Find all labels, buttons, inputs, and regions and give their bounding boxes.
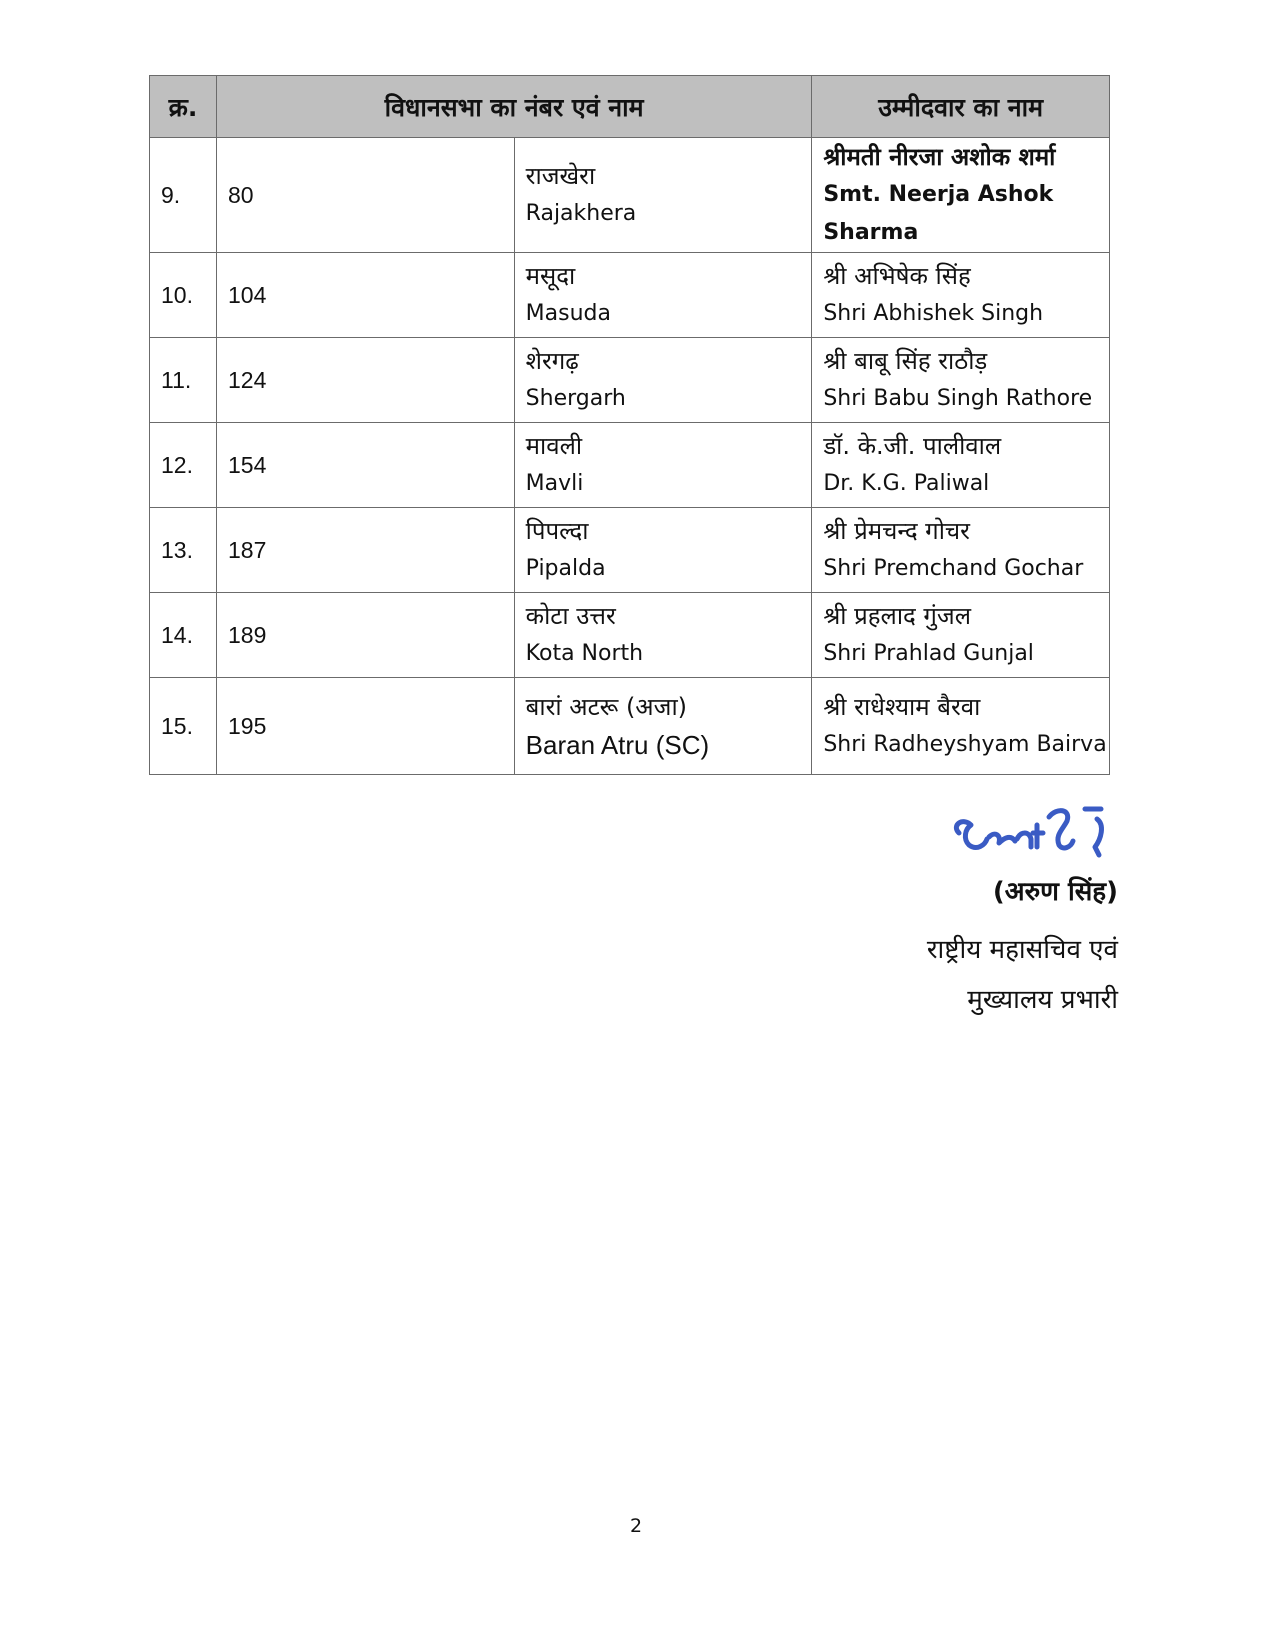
constituency-name-english: Baran Atru (SC): [525, 730, 710, 760]
signatory-name: (अरुण सिंह): [992, 877, 1118, 907]
constituency-number-cell: 189: [217, 593, 515, 678]
serial-cell: 15.: [150, 678, 217, 775]
constituency-name-hindi: मावली: [525, 432, 583, 460]
candidate-name-hindi: श्री प्रेमचन्द गोचर: [823, 517, 970, 545]
table-row: [150, 338, 1110, 423]
constituency-name-english: Kota North: [525, 641, 644, 666]
constituency-name-cell: [514, 593, 812, 678]
page-number: 2: [630, 1515, 643, 1537]
serial-cell: 10.: [150, 253, 217, 338]
constituency-name-cell: [514, 678, 812, 775]
signatory-title-line1: राष्ट्रीय महासचिव एवं: [926, 935, 1118, 965]
table-row: [150, 423, 1110, 508]
signature-icon: [945, 795, 1115, 865]
constituency-name-english: Mavli: [525, 471, 584, 496]
constituency-name-english: Shergarh: [525, 386, 626, 411]
header-serial: क्र.: [150, 76, 217, 138]
candidate-name-cell: [812, 253, 1110, 338]
constituency-name-english: Masuda: [525, 301, 611, 326]
constituency-name-english: Pipalda: [525, 556, 606, 581]
constituency-name-hindi: मसूदा: [525, 262, 576, 290]
constituency-number-cell: 187: [217, 508, 515, 593]
candidate-name-cell: [812, 508, 1110, 593]
candidate-name-hindi: श्री बाबू सिंह राठौड़: [823, 347, 988, 375]
constituency-name-hindi: पिपल्दा: [525, 517, 589, 545]
candidate-name-cell: [812, 338, 1110, 423]
table-row: [150, 593, 1110, 678]
candidate-name-english: Shri Premchand Gochar: [823, 556, 1084, 581]
candidate-name-hindi: डॉ. के.जी. पालीवाल: [823, 432, 1002, 460]
table-row: [150, 508, 1110, 593]
candidate-name-english: Shri Prahlad Gunjal: [823, 641, 1034, 666]
constituency-number-cell: 195: [217, 678, 515, 775]
candidate-name-english: Shri Babu Singh Rathore: [823, 386, 1093, 411]
candidate-name-cell: [812, 678, 1110, 775]
table-header-row: [150, 76, 1110, 138]
constituency-name-cell: [514, 508, 812, 593]
signatory-title-line2: मुख्यालय प्रभारी: [967, 985, 1118, 1015]
constituency-name-cell: [514, 253, 812, 338]
header-candidate: उम्मीदवार का नाम: [812, 76, 1110, 138]
table-row: [150, 678, 1110, 775]
serial-cell: 14.: [150, 593, 217, 678]
candidate-name-hindi: श्रीमती नीरजा अशोक शर्मा: [823, 143, 1056, 171]
header-constituency: विधानसभा का नंबर एवं नाम: [217, 76, 812, 138]
table-row: [150, 253, 1110, 338]
constituency-name-hindi: बारां अटरू (अजा): [525, 693, 688, 721]
constituency-name-cell: [514, 423, 812, 508]
serial-cell: 11.: [150, 338, 217, 423]
constituency-name-hindi: राजखेरा: [525, 162, 596, 190]
serial-cell: 12.: [150, 423, 217, 508]
candidate-name-english: Shri Abhishek Singh: [823, 301, 1044, 326]
constituency-name-english: Rajakhera: [525, 201, 637, 226]
candidate-name-english: Shri Radheyshyam Bairva: [823, 732, 1107, 757]
constituency-number-cell: 154: [217, 423, 515, 508]
table-row: [150, 138, 1110, 253]
constituency-number-cell: 124: [217, 338, 515, 423]
constituency-name-hindi: शेरगढ़: [525, 347, 579, 375]
constituency-number-cell: 80: [217, 138, 515, 253]
constituency-name-hindi: कोटा उत्तर: [525, 602, 616, 630]
candidate-table: [149, 75, 1110, 775]
serial-cell: 13.: [150, 508, 217, 593]
candidate-name-cell: [812, 138, 1110, 253]
candidate-name-cell: [812, 423, 1110, 508]
candidate-name-hindi: श्री प्रहलाद गुंजल: [823, 602, 972, 630]
candidate-name-hindi: श्री अभिषेक सिंह: [823, 262, 971, 290]
constituency-number-cell: 104: [217, 253, 515, 338]
candidate-name-hindi: श्री राधेश्याम बैरवा: [823, 693, 981, 721]
constituency-name-cell: [514, 138, 812, 253]
serial-cell: 9.: [150, 138, 217, 253]
candidate-name-english: Dr. K.G. Paliwal: [823, 471, 990, 496]
candidate-name-cell: [812, 593, 1110, 678]
constituency-name-cell: [514, 338, 812, 423]
candidate-name-english: Smt. Neerja Ashok Sharma: [823, 182, 1054, 245]
